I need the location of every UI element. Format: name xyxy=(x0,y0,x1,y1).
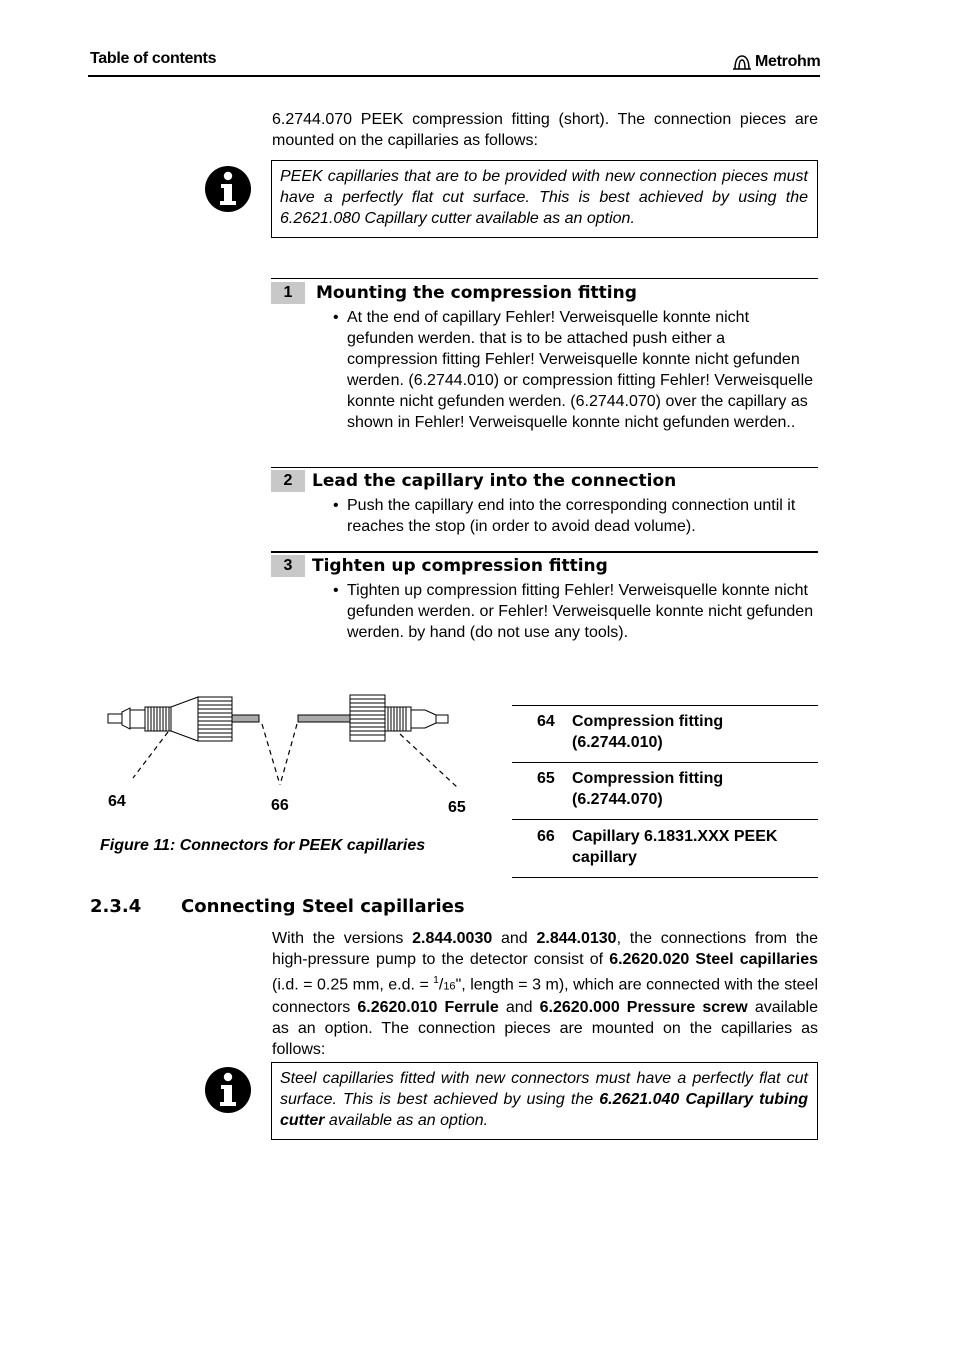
legend-text: Capillary 6.1831.XXX PEEK capillary xyxy=(572,828,778,866)
step-title: Lead the capillary into the connection xyxy=(312,471,677,491)
step-number: 3 xyxy=(271,555,305,577)
steel-paragraph: With the versions 2.844.0030 and 2.844.0130, the connections from the high-pressure pump to the detector consist of 6.2620.020 Steel capillaries (i.d. = 0.25 mm, e.d. = $^1$/16", length = 3 m), which are connected with the steel connectors 6.2620.010 Ferrule and 6.2620.000 Pressure screw available as an option. The connection pieces are mounted on the capillaries as follows: xyxy=(272,930,819,1059)
legend-text: Compression fitting (6.2744.010) xyxy=(572,713,724,751)
step-bullet: • Tighten up compression fitting Fehler! Verweisquelle konnte nicht gefunden werden. or Fehler! Verweisquelle konnte nicht gefunden werden. by hand (do not use any tools). xyxy=(333,582,814,641)
figure-caption: Figure 11: Connectors for PEEK capillaries xyxy=(100,837,426,854)
note-box: Steel capillaries fitted with new connectors must have a perfectly flat cut surface. This is best achieved by using the 6.2621.040 Capillary tubing cutter available as an option. xyxy=(271,1062,818,1140)
note-box: PEEK capillaries that are to be provided with new connection pieces must have a perfectly flat cut surface. This is best achieved by using the 6.2621.080 Capillary cutter available as an option. xyxy=(271,160,818,238)
step-title: Mounting the compression fitting xyxy=(316,283,637,303)
info-icon xyxy=(204,165,252,213)
step-rule xyxy=(271,467,818,468)
legend-rule xyxy=(512,877,818,878)
legend-number: 64 xyxy=(537,713,555,730)
brand-name: Metrohm xyxy=(755,53,821,70)
legend-number: 65 xyxy=(537,770,555,787)
info-icon xyxy=(204,1066,252,1114)
bullet-dot-icon: • xyxy=(333,309,339,326)
legend-rule xyxy=(512,762,818,763)
step-title: Tighten up compression fitting xyxy=(312,556,608,576)
figure-label: 65 xyxy=(448,799,466,816)
step-bullet: • At the end of capillary Fehler! Verweisquelle konnte nicht gefunden werden. that is to be attached push either a compression fitting Fehler! Verweisquelle konnte nicht gefunden werden. (6.2744.010) or compression fitting Fehler! Verweisquelle konnte nicht gefunden werden. (6.2744.070) over the capillary as shown in Fehler! Verweisquelle konnte nicht gefunden werden.. xyxy=(333,309,814,431)
brand-logo xyxy=(732,53,820,71)
metrohm-logo-icon xyxy=(732,54,752,70)
step-bullet: • Push the capillary end into the corresponding connection until it reaches the stop (in order to avoid dead volume). xyxy=(333,497,796,535)
step-rule xyxy=(271,551,818,553)
legend-rule xyxy=(512,705,818,706)
figure-label: 64 xyxy=(108,793,126,810)
step-number: 2 xyxy=(271,470,305,492)
running-header: Table of contents xyxy=(90,50,217,67)
compression-fitting-65 xyxy=(298,695,448,741)
step-number: 1 xyxy=(271,282,305,304)
bullet-dot-icon: • xyxy=(333,582,339,599)
figure-label: 66 xyxy=(271,797,289,814)
legend-rule xyxy=(512,819,818,820)
legend-text: Compression fitting (6.2744.070) xyxy=(572,770,724,808)
bullet-dot-icon: • xyxy=(333,497,339,514)
legend-number: 66 xyxy=(537,828,555,845)
section-title: Connecting Steel capillaries xyxy=(181,896,465,917)
header-rule xyxy=(88,75,820,77)
intro-paragraph: 6.2744.070 PEEK compression fitting (short). The connection pieces are mounted on the capillaries as follows: xyxy=(272,111,818,149)
step-rule xyxy=(271,278,818,279)
compression-fitting-64 xyxy=(108,697,259,741)
section-number: 2.3.4 xyxy=(90,896,142,917)
